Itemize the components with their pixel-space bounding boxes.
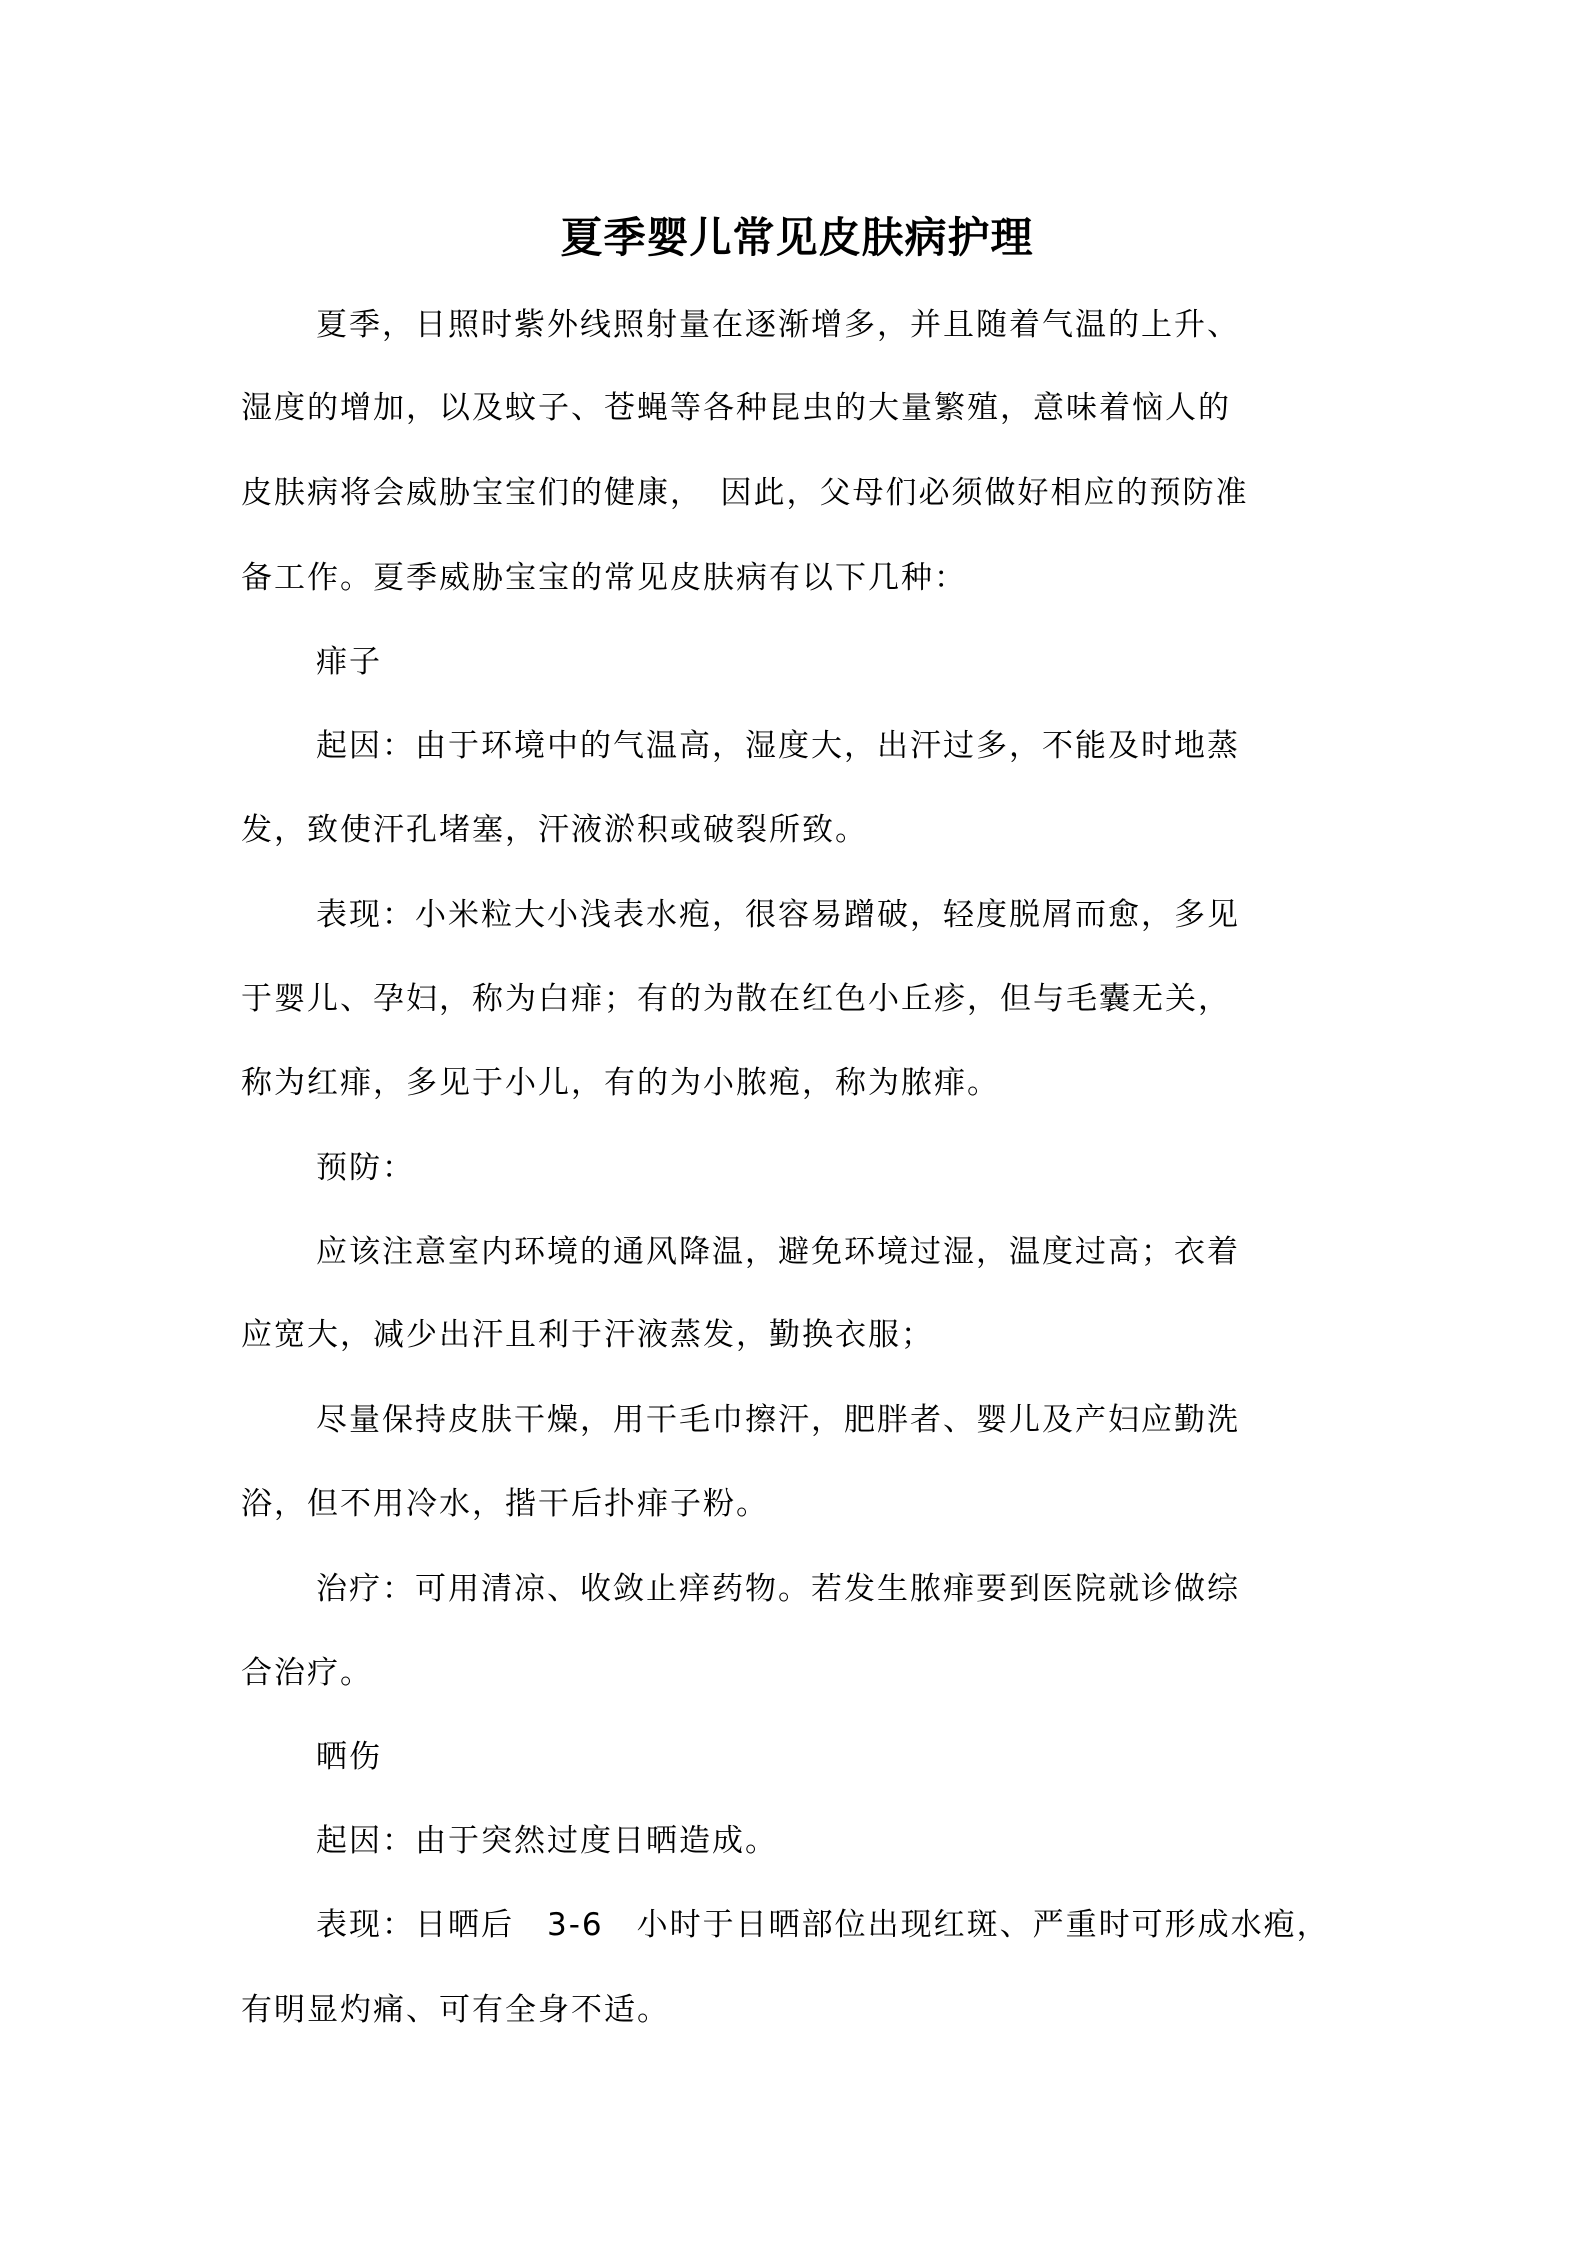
paragraph-intro-line-4: 备工作。夏季威胁宝宝的常见皮肤病有以下几种： — [241, 560, 967, 596]
document-title: 夏季婴儿常见皮肤病护理 — [560, 213, 1034, 262]
treatment-line-1: 治疗：可用清凉、收敛止痒药物。若发生脓痱要到医院就诊做综 — [316, 1571, 1240, 1607]
symptom-line-1: 表现：小米粒大小浅表水疱，很容易蹭破，轻度脱屑而愈，多见 — [316, 897, 1240, 933]
symptom-line-2: 于婴儿、孕妇，称为白痱；有的为散在红色小丘疹，但与毛囊无关， — [241, 981, 1231, 1017]
prevention-heading: 预防： — [316, 1150, 415, 1186]
cause-line-1: 起因：由于环境中的气温高，湿度大，出汗过多，不能及时地蒸 — [316, 728, 1240, 764]
prevention-line-3: 尽量保持皮肤干燥，用干毛巾擦汗，肥胖者、婴儿及产妇应勤洗 — [316, 1402, 1240, 1438]
paragraph-intro-line-3: 皮肤病将会威胁宝宝们的健康， 因此，父母们必须做好相应的预防准 — [241, 475, 1249, 511]
section-heading-prickly-heat: 痱子 — [316, 644, 382, 680]
paragraph-intro-line-1: 夏季，日照时紫外线照射量在逐渐增多，并且随着气温的上升、 — [316, 307, 1240, 343]
section-heading-sunburn: 晒伤 — [316, 1739, 382, 1775]
sunburn-symptom-line-1: 表现：日晒后 3-6 小时于日晒部位出现红斑、严重时可形成水疱， — [316, 1907, 1330, 1943]
prevention-line-4: 浴，但不用冷水，揩干后扑痱子粉。 — [241, 1486, 769, 1522]
prevention-line-1: 应该注意室内环境的通风降温，避免环境过湿，温度过高；衣着 — [316, 1234, 1240, 1270]
prevention-line-2: 应宽大，减少出汗且利于汗液蒸发，勤换衣服； — [241, 1317, 934, 1353]
sunburn-cause-line: 起因：由于突然过度日晒造成。 — [316, 1823, 778, 1859]
paragraph-intro-line-2: 湿度的增加，以及蚊子、苍蝇等各种昆虫的大量繁殖，意味着恼人的 — [241, 390, 1231, 426]
symptom-line-3: 称为红痱，多见于小儿，有的为小脓疱，称为脓痱。 — [241, 1065, 1000, 1101]
cause-line-2: 发，致使汗孔堵塞，汗液淤积或破裂所致。 — [241, 812, 868, 848]
sunburn-symptom-line-2: 有明显灼痛、可有全身不适。 — [241, 1992, 670, 2028]
treatment-line-2: 合治疗。 — [241, 1655, 373, 1691]
